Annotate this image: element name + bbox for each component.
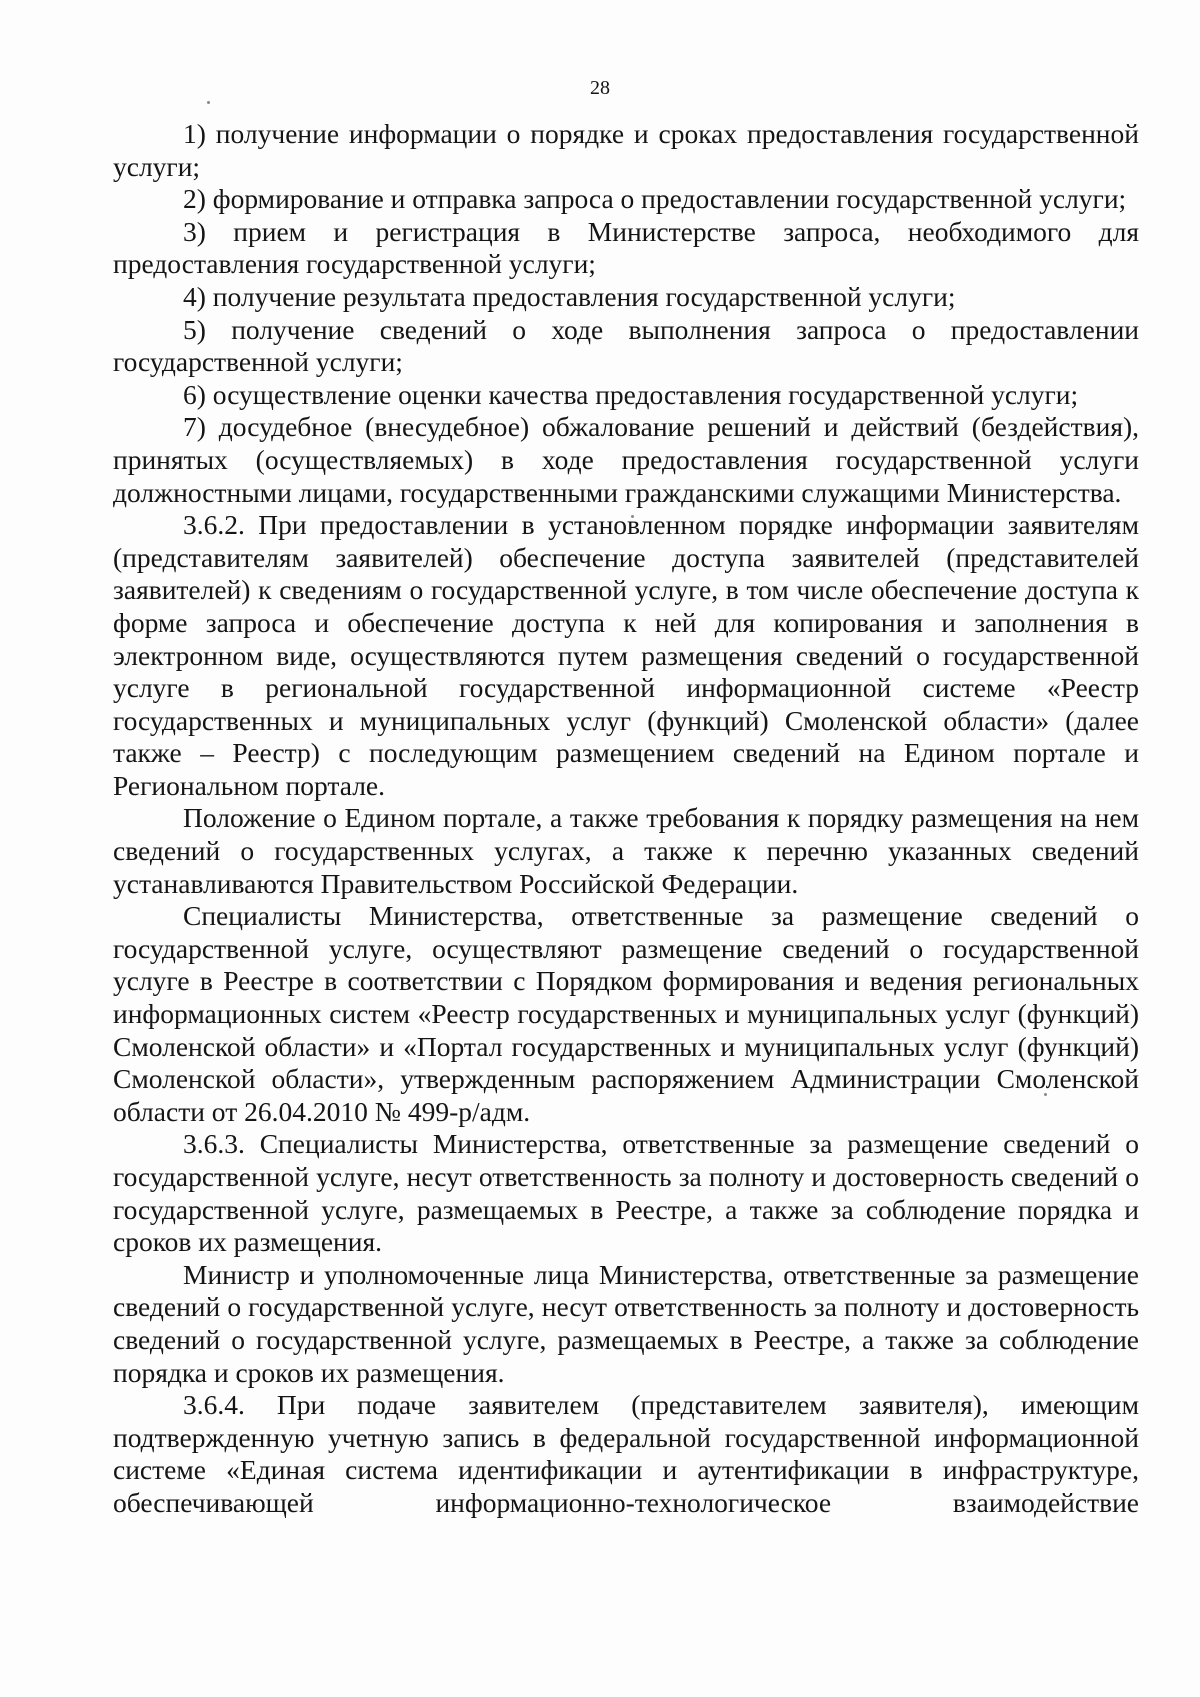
registry-specialists-paragraph: Специалисты Министерства, ответственные за размещение сведений о государственной услуге, осуществляют размещение сведений о государственной услуге в Реестре в соответствии с Порядком формирования и ведения региональных информационных систем «Реестр государственных и муниципальных услуг (функций) Смоленской области» и «Портал государственных и муниципальных услуг (функций) Смоленской области», утвержденным распоряжением Администрации Смоленской области от 26.04.2010 № 499-р/адм. (113, 900, 1139, 1127)
section-3-6-2: 3.6.2. При предоставлении в установленном порядке информации заявителям (представителям заявителей) обеспечение доступа заявителей (представителей заявителей) к сведениям о государственной услуге, в том числе обеспечение доступа к форме запроса и обеспечение доступа к ней для копирования и заполнения в электронном виде, осуществляются путем размещения сведений о государственной услуге в региональной государственной информационной системе «Реестр государственных и муниципальных услуг (функций) Смоленской области» (далее также – Реестр) с последующим размещением сведений на Едином портале и Региональном портале. (113, 509, 1139, 801)
section-3-6-3: 3.6.3. Специалисты Министерства, ответственные за размещение сведений о государственной услуге, несут ответственность за полноту и достоверность сведений о государственной услуге, размещаемых в Реестре, а также за соблюдение порядка и сроков их размещения. (113, 1128, 1139, 1258)
list-item-4: 4) получение результата предоставления государственной услуги; (183, 280, 956, 312)
section-3-6-4: 3.6.4. При подаче заявителем (представителем заявителя), имеющим подтвержденную учетную запись в федеральной государственной информационной системе «Единая система идентификации и аутентификации в инфраструктуре, обеспечивающей информационно-технологическое взаимодействие (113, 1389, 1139, 1518)
page-number: 28 (590, 77, 610, 99)
list-item-5: 5) получение сведений о ходе выполнения запроса о предоставлении государственной услуги; (113, 313, 1139, 378)
single-portal-paragraph: Положение о Едином портале, а также требования к порядку размещения на нем сведений о государственных услугах, а также к перечню указанных сведений устанавливаются Правительством Российской Федерации. (113, 802, 1139, 899)
minister-responsibility-paragraph: Министр и уполномоченные лица Министерства, ответственные за размещение сведений о государственной услуге, несут ответственность за полноту и достоверность сведений о государственной услуге, размещаемых в Реестре, а также за соблюдение порядка и сроков их размещения. (113, 1258, 1139, 1388)
list-item-2: 2) формирование и отправка запроса о предоставлении государственной услуги; (183, 183, 1127, 215)
list-item-3: 3) прием и регистрация в Министерстве запроса, необходимого для предоставления государственной услуги; (113, 215, 1139, 280)
list-item-1: 1) получение информации о порядке и сроках предоставления государственной услуги; (113, 118, 1139, 182)
scan-speck (207, 101, 210, 104)
list-item-7: 7) досудебное (внесудебное) обжалование решений и действий (бездействия), принятых (осуществляемых) в ходе предоставления государственной услуги должностными лицами, государственными гражданскими служащими Министерства. (113, 411, 1139, 508)
document-body (113, 118, 1139, 1520)
list-item-6: 6) осуществление оценки качества предоставления государственной услуги; (183, 378, 1079, 410)
